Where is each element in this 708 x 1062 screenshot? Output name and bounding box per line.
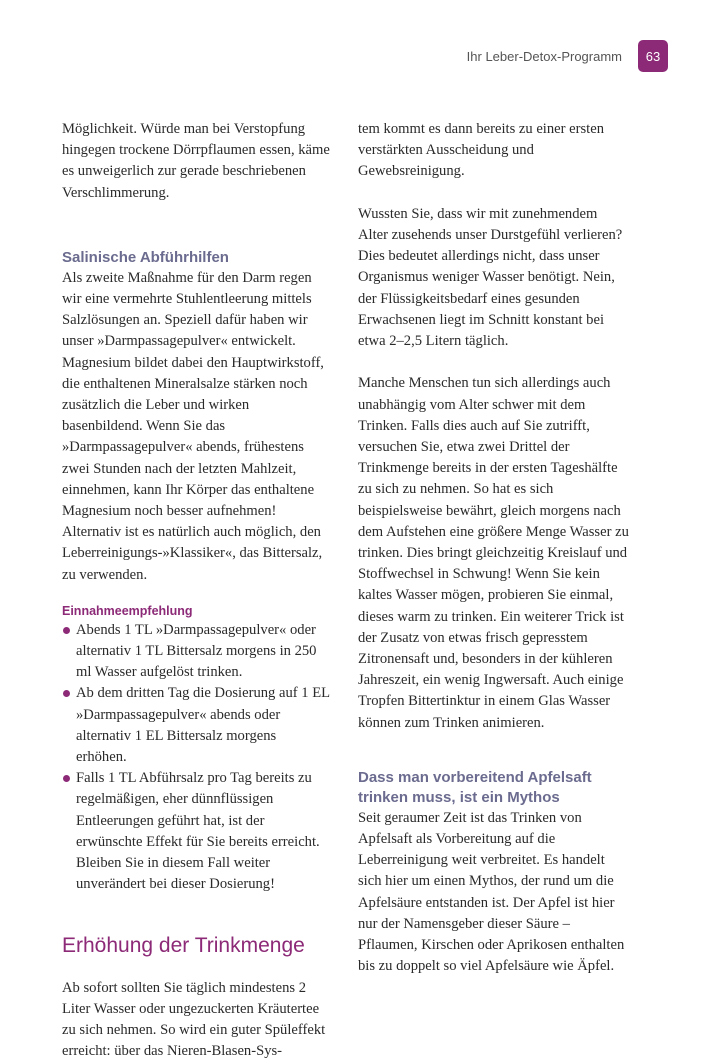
list-item: Ab dem dritten Tag die Dosierung auf 1 EL »Darmpassagepulver« abends oder alternativ 1 EL Bittersalz morgens erhöhen. xyxy=(62,683,330,768)
continued-paragraph: tem kommt es dann bereits zu einer ersten verstärkten Ausscheidung und Gewebsreinigung. xyxy=(358,119,630,183)
list-item: Falls 1 TL Abführsalz pro Tag bereits zu regelmäßigen, eher dünnflüssigen Entleerungen geführt hat, ist der erwünschte Effekt für Sie bereits erreicht. Bleiben Sie in diesem Fall weiter unverändert bei dieser Dosierung! xyxy=(62,768,330,895)
trinkmenge-paragraph: Ab sofort sollten Sie täglich mindestens 2 Liter Wasser oder ungezuckerten Kräutertee zu sich nehmen. So wird ein guter Spüleffekt erreicht: über das Nieren-Blasen-Sys- xyxy=(62,978,330,1062)
trinken-paragraph: Manche Menschen tun sich allerdings auch unabhängig vom Alter schwer mit dem Trinken. Falls dies auch auf Sie zutrifft, versuchen Sie, etwa zwei Drittel der Trinkmenge bereits in der ersten Tageshälfte zu sich zu nehmen. So hat es sich beispielsweise bewährt, gleich morgens nach dem Aufstehen eine größere Menge Wasser zu trinken. Dies bringt gleichzeitig Kreislauf und Stoffwechsel in Schwung! Wenn Sie kein kaltes Wasser mögen, probieren Sie einmal, dieses warm zu trinken. Ein weiterer Trick ist der Zusatz von etwas frisch gepresstem Zitronensaft und, besonders in der kühleren Jahreszeit, ein wenig Ingwersaft. Auch einige Tropfen Bittertinktur in einem Glas Wasser können zum Trinken animieren. xyxy=(358,373,630,733)
einnahme-heading: Einnahmeempfehlung xyxy=(62,602,330,620)
durst-paragraph: Wussten Sie, dass wir mit zunehmendem Alter zusehends unser Durstgefühl verlieren? Dies bedeutet allerdings nicht, dass unser Organismus weniger Wasser benötigt. Nein, der Flüssigkeitsbedarf eines gesunden Erwachsenen liegt im Schnitt konstant bei etwa 2–2,5 Litern täglich. xyxy=(358,204,630,352)
mythos-heading: Dass man vorbereitend Apfelsaft trinken muss, ist ein Mythos xyxy=(358,768,630,808)
salinische-heading: Salinische Abführhilfen xyxy=(62,248,330,268)
salinische-paragraph: Als zweite Maßnahme für den Darm regen wir eine vermehrte Stuhlentleerung mittels Salzlösungen an. Speziell dafür haben wir unser »Darmpassagepulver« entwickelt. Magnesium bildet dabei den Hauptwirkstoff, die enthaltenen Mineralsalze stärken noch zusätzlich die Leber und wirken basenbildend. Wenn Sie das »Darmpassagepulver« abends, frühestens zwei Stunden nach der letzten Mahlzeit, einnehmen, kann Ihr Körper das enthaltene Magnesium noch besser aufnehmen! Alternativ ist es natürlich auch möglich, den Leberreinigungs-»Klassiker«, das Bittersalz, zu verwenden. xyxy=(62,268,330,586)
left-column xyxy=(62,119,330,1062)
trinkmenge-heading: Erhöhung der Trinkmenge xyxy=(62,932,330,960)
mythos-paragraph: Seit geraumer Zeit ist das Trinken von Apfelsaft als Vorbereitung auf die Leberreinigung weit verbreitet. Es handelt sich hier um einen Mythos, der rund um die Apfelsäure entstanden ist. Der Apfel ist hier nur der Namensgeber dieser Säure – Pflaumen, Kirschen oder Aprikosen enthalten bis zu doppelt so viel Apfelsäure wie Äpfel. xyxy=(358,808,630,978)
dosage-list xyxy=(62,620,330,896)
page-number-badge: 63 xyxy=(638,40,668,72)
right-column xyxy=(358,119,630,977)
running-header-title: Ihr Leber-Detox-Programm xyxy=(467,49,622,64)
list-item: Abends 1 TL »Darmpassagepulver« oder alternativ 1 TL Bittersalz morgens in 250 ml Wasser aufgelöst trinken. xyxy=(62,620,330,684)
intro-paragraph: Möglichkeit. Würde man bei Verstopfung hingegen trockene Dörrpflaumen essen, käme es unweigerlich zur gerade beschriebenen Verschlimmerung. xyxy=(62,119,330,204)
